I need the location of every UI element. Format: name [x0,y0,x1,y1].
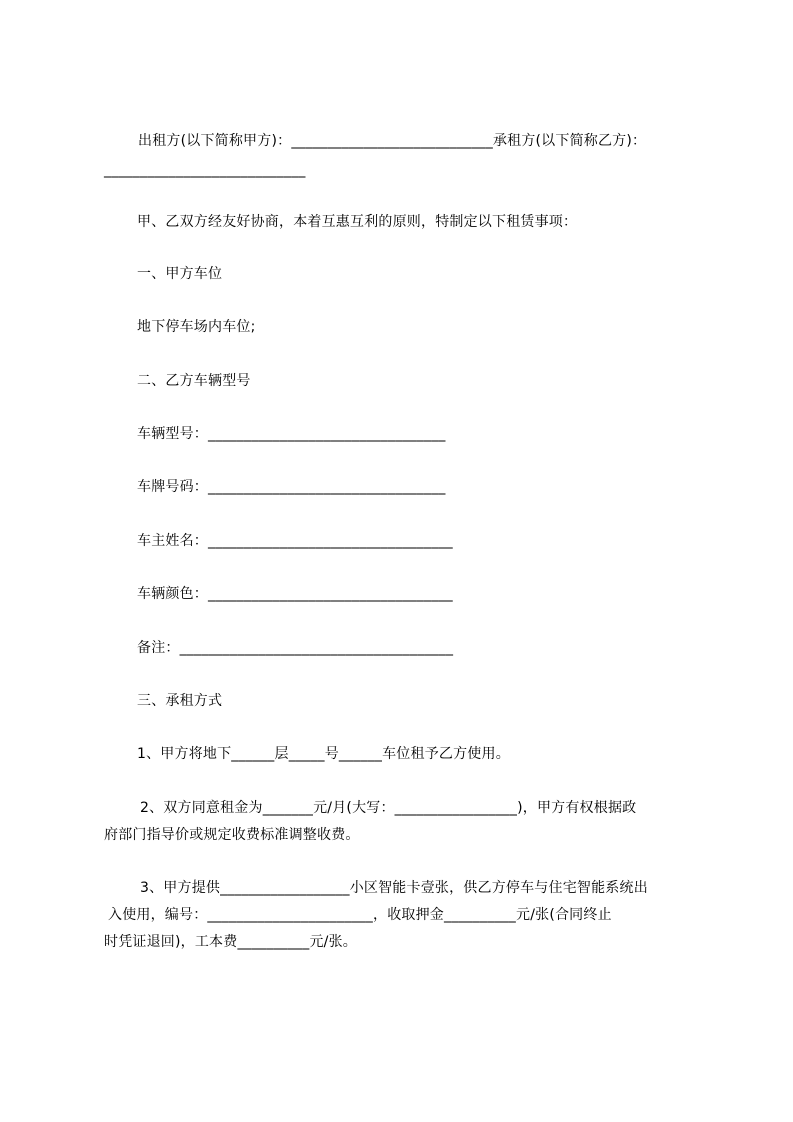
clause-3-line-2: 入使用，编号：_______________________，收取押金__________元/张(合同终止 [108,907,612,923]
remarks-field: 备注：______________________________________ [137,640,454,656]
plate-number-field: 车牌号码：_________________________________ [137,479,446,495]
purpose-text: 甲、乙双方经友好协商，本着互惠互利的原则，特制定以下租赁事项： [137,214,578,230]
section-3-title: 三、承租方式 [137,693,223,709]
section-1-title: 一、甲方车位 [137,266,223,282]
clause-1: 1、甲方将地下______层_____号______车位租予乙方使用。 [137,746,510,762]
vehicle-model-field: 车辆型号：_________________________________ [137,426,446,442]
section-1-body: 地下停车场内车位; [137,319,256,335]
intro-line-2: ____________________________ [104,162,306,178]
section-2-title: 二、乙方车辆型号 [137,373,251,389]
owner-name-field: 车主姓名：__________________________________ [137,533,453,549]
clause-3-line-3: 时凭证退回)，工本费__________元/张。 [104,934,357,950]
clause-2-line-2: 府部门指导价或规定收费标准调整收费。 [104,827,360,843]
clause-3-line-1: 3、甲方提供__________________小区智能卡壹张，供乙方停车与住宅智能系统出 [140,880,648,896]
vehicle-color-field: 车辆颜色：__________________________________ [137,586,453,602]
intro-line-1: 出租方(以下简称甲方)：____________________________承租方(以下简称乙方)： [138,133,647,149]
clause-2-line-1: 2、双方同意租金为_______元/月(大写：_________________)，甲方有权根据政 [140,800,637,816]
